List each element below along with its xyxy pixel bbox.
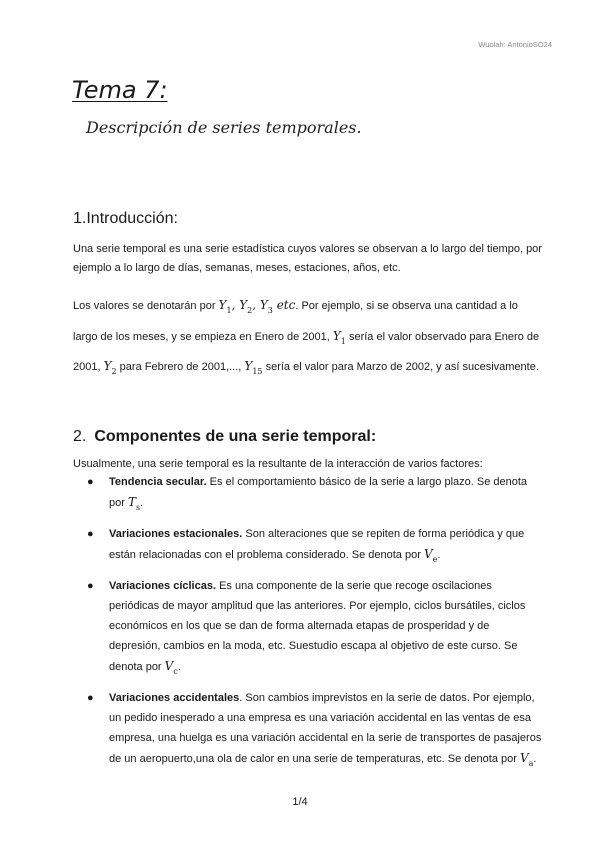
bullet-icon: ●: [87, 692, 94, 704]
page-number: 1/4: [292, 796, 308, 808]
intro-paragraph-1: Una serie temporal es una serie estadística cuyos valores se observan a lo largo del tiempo, por ejemplo a lo largo de días, semanas, meses, estaciones, años, etc.: [73, 243, 542, 274]
bullet-icon: ●: [87, 528, 94, 540]
components-lead: Usualmente, una serie temporal es la resultante de la interacción de varios factores:: [73, 458, 483, 470]
bullet-icon: ●: [87, 476, 94, 488]
components-heading: 2. Componentes de una serie temporal:: [73, 428, 377, 445]
watermark: Wuolah: AntonioSO24: [478, 40, 552, 49]
bullet-icon: ●: [87, 580, 94, 592]
page-subtitle: Descripción de series temporales.: [86, 118, 362, 137]
list-item: ● Variaciones estacionales. Son alteraciones que se repiten de forma periódica y que están relacionadas con el problema considerado. Se denota por $V_e$.: [73, 524, 543, 570]
components-list: [73, 472, 543, 780]
page-title: Tema 7:: [72, 76, 168, 104]
list-item: ● Variaciones cíclicas. Es una componente de la serie que recoge oscilaciones periódicas de mayor amplitud que las anteriores. Por ejemplo, ciclos bursátiles, ciclos económicos en los que se dan de forma alternada etapas de prosperidad y de depresión, cambios en la moda, etc. Suestudio escapa al objetivo de este curso. Se denota por $V_c$.: [73, 576, 543, 682]
list-item: ● Tendencia secular. Es el comportamiento básico de la serie a largo plazo. Se denota por $T_s$.: [73, 472, 543, 518]
intro-paragraph-2: Los valores se denotarán por $Y_1$, $Y_2$, $Y_3$ etc. Por ejemplo, si se observa una cantidad a lo largo de los meses, y se empieza en Enero de 2001, $Y_1$ sería el valor observado para Enero de 2001, $Y_2$ para Febrero de 2001,..., $Y_{15}$ sería el valor para Marzo de 2002, y así sucesivamente.: [73, 298, 540, 376]
list-item: ● Variaciones accidentales. Son cambios imprevistos en la serie de datos. Por ejemplo, un pedido inesperado a una empresa es una variación accidental en las ventas de esa empresa, una huelga es una variación accidental en la serie de transportes de pasajeros de un aeropuerto,una ola de calor en una serie de temperaturas, etc. Se denota por $V_a$.: [73, 688, 543, 774]
intro-heading: 1.Introducción:: [73, 210, 178, 227]
